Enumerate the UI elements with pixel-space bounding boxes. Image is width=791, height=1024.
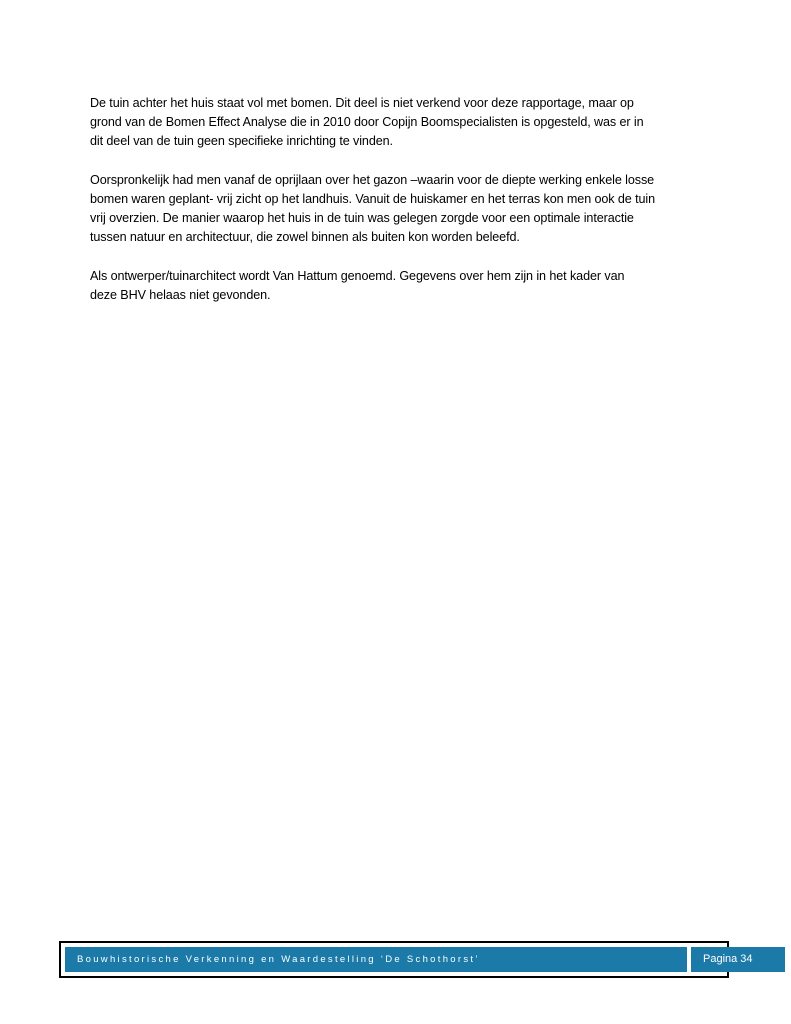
text-line: grond van de Bomen Effect Analyse die in 2010 door Copijn Boomspecialisten is opgesteld, was er in [90, 115, 644, 129]
page-number: Pagina 34 [703, 953, 753, 965]
text-line: dit deel van de tuin geen specifieke inrichting te vinden. [90, 134, 393, 148]
text-line: tussen natuur en architectuur, die zowel binnen als buiten kon worden beleefd. [90, 230, 520, 244]
paragraph-designer [90, 267, 710, 305]
text-line: vrij overzien. De manier waarop het huis in de tuin was gelegen zorgde voor een optimale interactie [90, 211, 634, 225]
paragraph-garden-rear [90, 94, 710, 151]
text-line: bomen waren geplant- vrij zicht op het landhuis. Vanuit de huiskamer en het terras kon men ook de tuin [90, 192, 656, 206]
body-text [90, 94, 710, 325]
text-line: Oorspronkelijk had men vanaf de oprijlaan over het gazon –waarin voor de diepte werking enkele losse [90, 173, 655, 187]
text-line: Als ontwerper/tuinarchitect wordt Van Hattum genoemd. Gegevens over hem zijn in het kader van [90, 269, 625, 283]
text-line: deze BHV helaas niet gevonden. [90, 288, 271, 302]
footer-title: Bouwhistorische Verkenning en Waardestelling ‘De Schothorst’ [65, 947, 687, 972]
footer-page-box [691, 947, 785, 972]
text-line: De tuin achter het huis staat vol met bomen. Dit deel is niet verkend voor deze rapportage, maar op [90, 96, 634, 110]
paragraph-original-view [90, 171, 710, 247]
page-footer [59, 941, 753, 978]
